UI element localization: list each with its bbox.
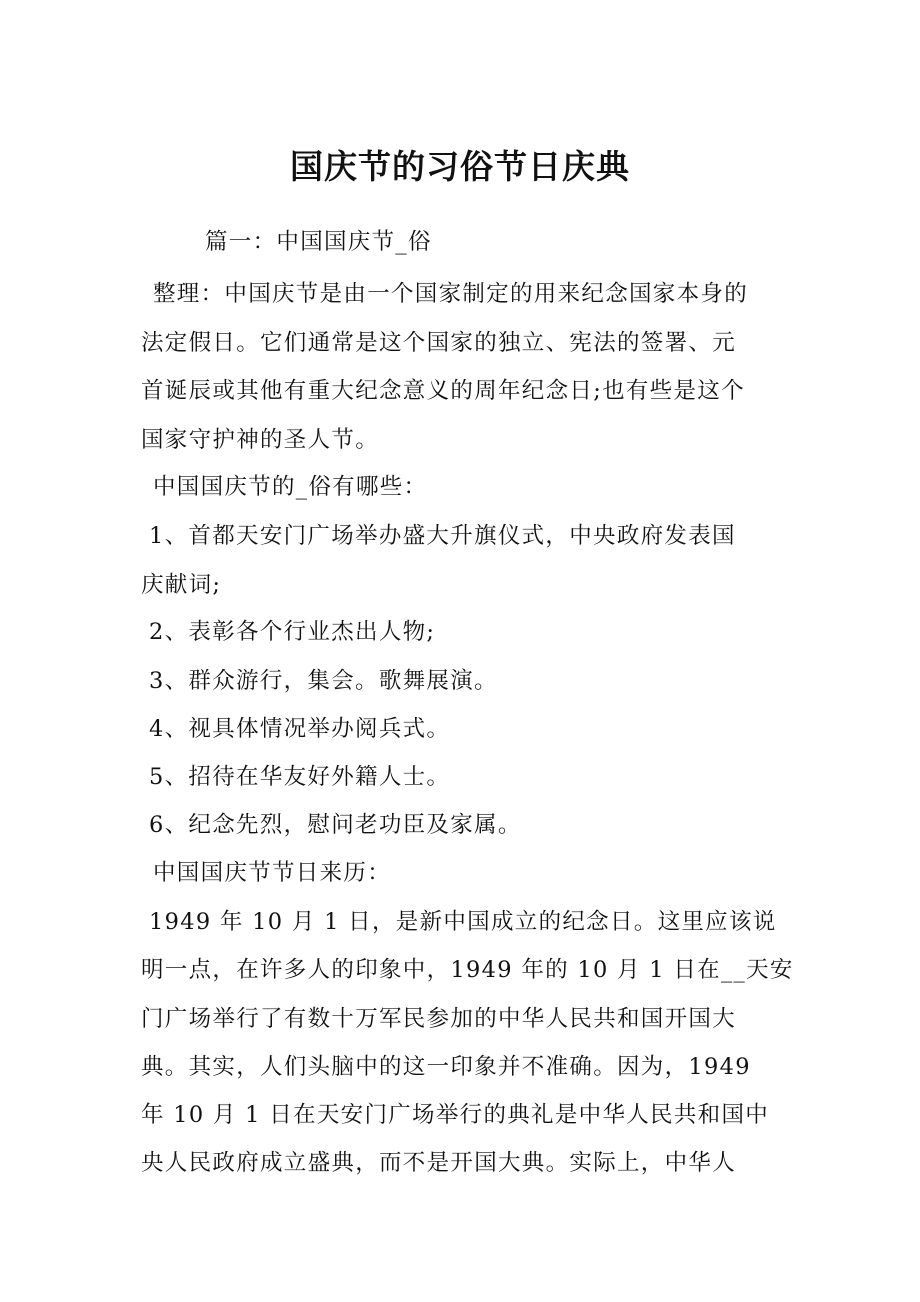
paragraph-line: 整理：中国庆节是由一个国家制定的用来纪念国家本身的 [153, 281, 749, 307]
paragraph-line: 首诞辰或其他有重大纪念意义的周年纪念日;也有些是这个 [141, 378, 745, 404]
list-item: 6、纪念先烈，慰问老功臣及家属。 [149, 812, 522, 838]
list-item: 5、招待在华友好外籍人士。 [149, 764, 451, 790]
paragraph-line: 门广场举行了有数十万军民参加的中华人民共和国开国大 [141, 1006, 737, 1032]
list-item: 3、群众游行，集会。歌舞展演。 [149, 668, 498, 694]
paragraph-line: 年 10 月 1 日在天安门广场举行的典礼是中华人民共和国中 [141, 1102, 770, 1128]
paragraph-line: 1949 年 10 月 1 日，是新中国成立的纪念日。这里应该说 [149, 909, 777, 935]
list-item: 4、视具体情况举办阅兵式。 [149, 716, 451, 742]
section-heading: 篇一：中国国庆节_俗 [205, 229, 432, 255]
document-title: 国庆节的习俗节日庆典 [290, 147, 630, 186]
subheading-line: 中国国庆节节日来历： [153, 860, 392, 886]
paragraph-line: 国家守护神的圣人节。 [141, 427, 380, 453]
paragraph-line: 庆献词; [141, 572, 222, 598]
paragraph-line: 典。其实，人们头脑中的这一印象并不准确。因为，1949 [141, 1054, 751, 1080]
paragraph-line: 明一点，在许多人的印象中，1949 年的 10 月 1 日在__天安 [141, 957, 794, 983]
paragraph-line: 法定假日。它们通常是这个国家的独立、宪法的签署、元 [141, 330, 737, 356]
subheading-line: 中国国庆节的_俗有哪些： [153, 474, 428, 500]
paragraph-line: 央人民政府成立盛典，而不是开国大典。实际上，中华人 [141, 1150, 737, 1176]
list-item: 2、表彰各个行业杰出人物; [149, 619, 436, 645]
list-item: 1、首都天安门广场举办盛大升旗仪式，中央政府发表国 [149, 523, 736, 549]
